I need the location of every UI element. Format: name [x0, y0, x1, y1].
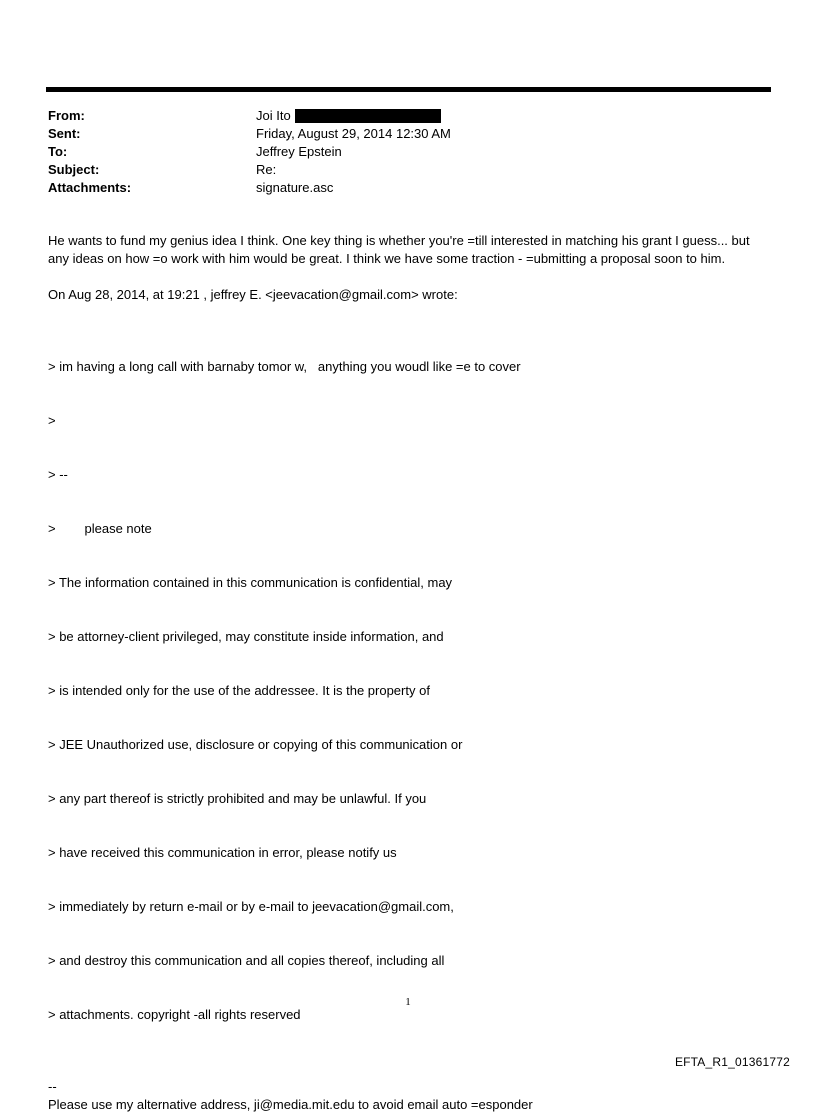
quoted-line: > immediately by return e-mail or by e-mail to jeevacation@gmail.com, — [48, 899, 454, 914]
to-value: Jeffrey Epstein — [256, 144, 342, 159]
quoted-line: > — [48, 413, 56, 428]
sent-value: Friday, August 29, 2014 12:30 AM — [256, 126, 451, 141]
quoted-line: > and destroy this communication and all copies thereof, including all — [48, 953, 445, 968]
redaction-bar — [295, 109, 441, 123]
quoted-block — [48, 322, 766, 1060]
quoted-line: > be attorney-client privileged, may constitute inside information, and — [48, 629, 444, 644]
quoted-line: > JEE Unauthorized use, disclosure or copying of this communication or — [48, 737, 463, 752]
quoted-line: > im having a long call with barnaby tomor w, anything you woudl like =e to cover — [48, 359, 521, 374]
from-label: From: — [48, 108, 85, 123]
body-paragraph: He wants to fund my genius idea I think. One key thing is whether you're =till interested in matching his grant I guess... but any ideas on how =o work with him would be great. I think we have some traction - =ubmitting a proposal soon to him. — [48, 233, 754, 266]
quoted-line: > attachments. copyright -all rights reserved — [48, 1007, 301, 1022]
document-id: EFTA_R1_01361772 — [674, 1055, 790, 1069]
signature-line: Please use my alternative address, ji@media.mit.edu to avoid email auto =esponder — [48, 1097, 533, 1112]
to-row — [48, 143, 451, 161]
from-row — [48, 107, 451, 125]
quoted-line: > The information contained in this communication is confidential, may — [48, 575, 453, 590]
quoted-line: > -- — [48, 467, 68, 482]
subject-row — [48, 161, 451, 179]
signature-separator: -- — [48, 1079, 57, 1094]
attachments-label: Attachments: — [48, 180, 132, 195]
email-header — [48, 107, 451, 197]
attachments-value: signature.asc — [256, 180, 334, 195]
quoted-line: > please note — [48, 521, 152, 536]
page-number: 1 — [405, 996, 411, 1008]
email-body — [48, 232, 766, 1114]
to-label: To: — [48, 144, 68, 159]
from-value: Joi Ito — [256, 108, 291, 123]
reply-header: On Aug 28, 2014, at 19:21 , jeffrey E. <jeevacation@gmail.com> wrote: — [48, 287, 458, 302]
subject-value: Re: — [256, 162, 277, 177]
quoted-line: > any part thereof is strictly prohibited and may be unlawful. If you — [48, 791, 427, 806]
quoted-line: > have received this communication in error, please notify us — [48, 845, 397, 860]
sent-row — [48, 125, 451, 143]
attachments-row — [48, 179, 451, 197]
quoted-line: > is intended only for the use of the addressee. It is the property of — [48, 683, 430, 698]
subject-label: Subject: — [48, 162, 100, 177]
from-value-wrap — [256, 107, 441, 125]
sent-label: Sent: — [48, 126, 81, 141]
top-rule — [46, 87, 771, 92]
